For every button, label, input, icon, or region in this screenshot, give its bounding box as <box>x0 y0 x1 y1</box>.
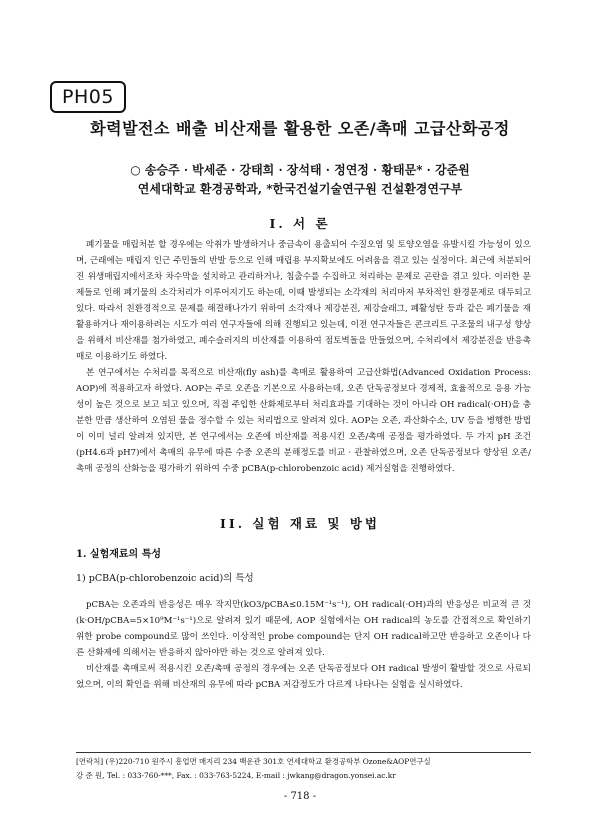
introduction-paragraph: 본 연구에서는 수처리를 목적으로 비산재(fly ash)를 촉매로 활용하여 고급산화법(Advanced Oxidation Process: AOP)에 적용하고자 하였다. AOP는 주로 오존을 기본으로 사용하는데, 오존 단독공정보다 경제적, 효율적으로 응용 가능성이 높은 것으로 보고 되고 있으며, 직접 주입한 산화제로부터 처리효과를 기대하는 것이 아니라 OH radical(·OH)을 충분한 만큼 생산하여 오염된 물을 정수할 수 있는 처리법으로 알려져 있다. AOP는 오존, 과산화수소, UV 등을 병행한 방법이 이미 널리 알려져 있지만, 본 연구에서는 오존에 비산재를 적용시킨 오존/촉매 공정을 평가하였다. 두 가지 pH 조건(pH4.6과 pH7)에서 촉매의 유무에 따른 수중 오존의 분해정도를 비교 · 관찰하였으며, 오존 단독공정보다 향상된 오존/촉매 공정의 산화능을 평가하기 위하여 수중 pCBA(p-chlorobenzoic acid) 제거실험을 진행하였다. <box>76 368 531 474</box>
author-list: ○ 송승주 · 박세준 · 강태희 · 장석태 · 정연정 · 황태문* · 강준원 <box>130 163 470 177</box>
methods-paragraph: 비산재를 촉매로써 적용시킨 오존/촉매 공정의 경우에는 오존 단독공정보다 OH radical 발생이 활발할 것으로 사료되었으며, 이의 확인을 위해 비산재의 유무에 따라 pCBA 저감정도가 다르게 나타나는 실험을 실시하였다. <box>76 664 531 690</box>
session-code-box: PH05 <box>50 81 126 113</box>
subsection-heading: 1. 실험재료의 특성 <box>76 549 162 560</box>
contact-line: [연락처] (우)220-710 원주시 흥업면 매지리 234 백운관 301호 연세대학교 환경공학부 Ozone&AOP연구실 <box>76 757 431 766</box>
footer-divider <box>76 752 531 753</box>
section-heading-introduction: I. 서 론 <box>269 216 331 231</box>
page-number: - 718 - <box>283 791 317 802</box>
methods-paragraph: pCBA는 오존과의 반응성은 매우 작지만(kO3/pCBA≤0.15M⁻¹s⁻¹), OH radical(·OH)과의 반응성은 비교적 큰 것(k·OH/pCBA=5×10⁹M⁻¹s⁻¹)으로 알려져 있기 때문에, AOP 실험에서는 OH radical의 농도를 간접적으로 확인하기 위한 probe compound로 많이 쓰인다. 이상적인 probe compound는 단지 OH radical하고만 반응하고 오존이나 다른 산화제에 의해서는 반응하지 않아야만 하는 것으로 알려져 있다. <box>76 600 531 658</box>
methods-body <box>76 597 531 693</box>
contact-line: 강 준 원, Tel. : 033-760-***, Fax. : 033-763-5224, E-mail : jwkang@dragon.yonsei.ac.kr <box>76 771 396 780</box>
introduction-paragraph: 폐기물을 매립처분 할 경우에는 악취가 발생하거나 중금속이 용출되어 수질오염 및 토양오염을 유발시킬 가능성이 있으며, 근래에는 매립지 인근 주민들의 반발 등으로 인해 매립용 부지확보에도 어려움을 겪고 있는 실정이다. 최근에 처분되어진 위생매립지에서조차 차수막을 설치하고 관리하거나, 침출수를 수집하고 처리하는 문제로 곤란을 겪고 있다. 이러한 문제들로 인해 폐기물의 소각처리가 이루어지기도 하는데, 이때 발생되는 소각재의 처리마저 부차적인 환경문제로 대두되고 있다. 따라서 친환경적으로 문제를 해결해나가기 위하여 소각재나 제강분진, 제강슬래그, 폐활성탄 등과 같은 폐기물을 재활용하거나 재이용하려는 시도가 여러 연구자들에 의해 진행되고 있는데, 이전 연구자들은 콘크리트 구조물의 내구성 향상을 위해서 비산재를 첨가하였고, 폐수슬러지의 비산재를 이용하여 점토벽돌을 만들었으며, 수처리에서 제강분진을 반응촉매로 이용하기도 하였다. <box>76 240 531 362</box>
paper-title: 화력발전소 배출 비산재를 활용한 오존/촉매 고급산화공정 <box>90 119 510 138</box>
introduction-body <box>76 237 531 477</box>
section-heading-methods: II. 실험 재료 및 방법 <box>220 516 380 531</box>
subsubsection-heading: 1) pCBA(p-chlorobenzoic acid)의 특성 <box>76 573 254 584</box>
affiliation: 연세대학교 환경공학과, *한국건설기술연구원 건설환경연구부 <box>137 182 463 196</box>
